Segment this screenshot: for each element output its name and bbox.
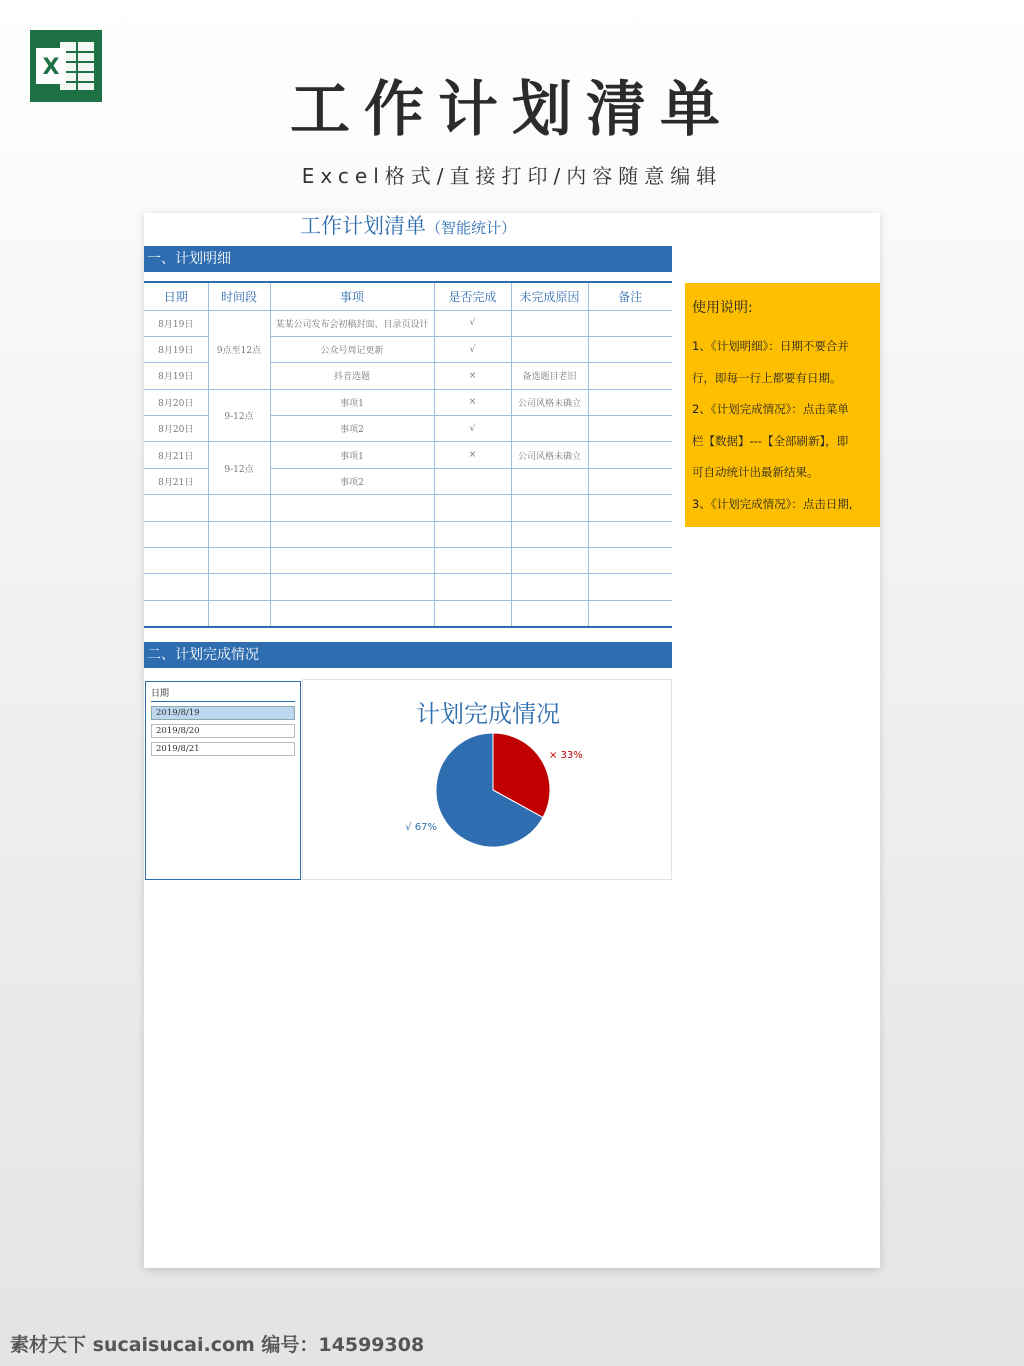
table-cell[interactable]: 事项2 xyxy=(270,468,434,494)
notes-line: 可自动统计出最新结果。 xyxy=(692,465,819,479)
column-header: 日期 xyxy=(144,282,208,310)
plan-table xyxy=(144,281,672,628)
table-cell[interactable] xyxy=(588,310,672,336)
table-cell[interactable]: 事项2 xyxy=(270,416,434,442)
table-cell[interactable] xyxy=(208,495,270,521)
table-row xyxy=(144,548,672,574)
notes-line: 行，即每一行上都要有日期。 xyxy=(692,370,842,385)
table-cell[interactable] xyxy=(270,495,434,521)
sheet-title-suffix: （智能统计） xyxy=(425,219,516,237)
table-row xyxy=(144,389,672,415)
table-cell[interactable] xyxy=(511,600,588,626)
page-title: 工作计划清单 xyxy=(290,75,734,145)
table-cell[interactable]: 8月19日 xyxy=(144,336,208,362)
table-cell[interactable] xyxy=(511,521,588,547)
table-row xyxy=(144,600,672,626)
table-cell[interactable]: 事项1 xyxy=(270,389,434,415)
notes-line: 3、《计划完成情况》：点击日期, xyxy=(692,496,853,511)
table-cell[interactable]: √ xyxy=(434,310,511,336)
table-cell[interactable] xyxy=(144,600,208,626)
watermark-text: 素材天下 sucaisucai.com 编号：14599308 xyxy=(10,1334,425,1356)
slicer-item[interactable]: 2019/8/21 xyxy=(151,742,295,756)
sheet-title-text: 工作计划清单 xyxy=(299,214,426,238)
table-row xyxy=(144,574,672,600)
table-cell[interactable]: × xyxy=(434,442,511,468)
table-cell[interactable]: 9点至12点 xyxy=(208,310,270,389)
notes-title: 使用说明: xyxy=(692,300,753,316)
pie-data-label: × 33% xyxy=(549,750,583,761)
date-slicer[interactable] xyxy=(145,681,301,880)
table-cell[interactable] xyxy=(270,574,434,600)
table-cell[interactable] xyxy=(588,442,672,468)
slicer-header: 日期 xyxy=(151,686,295,702)
svg-text:X: X xyxy=(42,55,60,80)
table-cell[interactable]: 公众号周记更新 xyxy=(270,336,434,362)
completion-chart xyxy=(302,679,672,880)
table-row xyxy=(144,442,672,468)
table-cell[interactable] xyxy=(588,548,672,574)
slicer-item[interactable]: 2019/8/20 xyxy=(151,724,295,738)
table-cell[interactable] xyxy=(208,548,270,574)
table-cell[interactable] xyxy=(144,574,208,600)
table-cell[interactable]: √ xyxy=(434,336,511,362)
usage-notes xyxy=(685,283,880,527)
column-header: 时间段 xyxy=(208,282,270,310)
chart-title: 计划完成情况 xyxy=(416,700,560,728)
table-cell[interactable] xyxy=(588,521,672,547)
column-header: 事项 xyxy=(270,282,434,310)
table-cell[interactable] xyxy=(434,548,511,574)
notes-line: 2、《计划完成情况》：点击菜单 xyxy=(692,402,849,416)
table-cell[interactable] xyxy=(144,521,208,547)
table-cell[interactable]: 8月20日 xyxy=(144,416,208,442)
table-cell[interactable] xyxy=(208,574,270,600)
sheet-title xyxy=(144,213,672,241)
table-cell[interactable]: 公司风格未确立 xyxy=(511,442,588,468)
table-cell[interactable]: 备选题目老旧 xyxy=(511,363,588,389)
table-cell[interactable]: 事项1 xyxy=(270,442,434,468)
table-cell[interactable] xyxy=(270,521,434,547)
table-cell[interactable]: 抖音选题 xyxy=(270,363,434,389)
table-cell[interactable]: 8月21日 xyxy=(144,468,208,494)
table-row xyxy=(144,521,672,547)
table-cell[interactable] xyxy=(588,389,672,415)
table-cell[interactable] xyxy=(588,574,672,600)
column-header: 是否完成 xyxy=(434,282,511,310)
table-cell[interactable] xyxy=(144,495,208,521)
table-cell[interactable] xyxy=(434,495,511,521)
table-cell[interactable] xyxy=(588,416,672,442)
table-cell[interactable] xyxy=(588,336,672,362)
table-cell[interactable] xyxy=(511,468,588,494)
table-cell[interactable] xyxy=(511,310,588,336)
table-cell[interactable] xyxy=(208,600,270,626)
table-cell[interactable] xyxy=(588,495,672,521)
section-plan-completion: 二、计划完成情况 xyxy=(144,642,672,668)
pie-data-label: √ 67% xyxy=(405,822,437,833)
table-cell[interactable]: × xyxy=(434,363,511,389)
table-cell[interactable] xyxy=(511,416,588,442)
table-row xyxy=(144,310,672,336)
table-cell[interactable] xyxy=(208,521,270,547)
slicer-item[interactable]: 2019/8/19 xyxy=(151,706,295,720)
table-cell[interactable] xyxy=(588,363,672,389)
table-cell[interactable] xyxy=(511,548,588,574)
table-cell[interactable] xyxy=(588,600,672,626)
table-cell[interactable] xyxy=(511,495,588,521)
table-cell[interactable]: 8月19日 xyxy=(144,363,208,389)
table-cell[interactable]: 8月19日 xyxy=(144,310,208,336)
table-cell[interactable]: 8月21日 xyxy=(144,442,208,468)
table-cell[interactable] xyxy=(434,574,511,600)
page-subtitle: Excel格式/直接打印/内容随意编辑 xyxy=(301,164,723,188)
table-cell[interactable] xyxy=(144,548,208,574)
table-cell[interactable] xyxy=(434,600,511,626)
table-cell[interactable] xyxy=(588,468,672,494)
table-cell[interactable]: 公司风格未确立 xyxy=(511,389,588,415)
table-cell[interactable]: √ xyxy=(434,416,511,442)
column-header: 未完成原因 xyxy=(511,282,588,310)
notes-line: 栏【数据】---【全部刷新】，即 xyxy=(692,433,849,448)
notes-line: 1、《计划明细》：日期不要合并 xyxy=(692,339,849,353)
table-cell[interactable]: 9-12点 xyxy=(208,442,270,495)
table-cell[interactable]: 9-12点 xyxy=(208,389,270,442)
table-cell[interactable]: 某某公司发布会初稿封面、目录页设计 xyxy=(270,310,434,336)
table-row xyxy=(144,495,672,521)
table-cell[interactable] xyxy=(434,468,511,494)
section-plan-detail: 一、计划明细 xyxy=(144,246,672,272)
table-cell[interactable]: 8月20日 xyxy=(144,389,208,415)
table-cell[interactable] xyxy=(270,600,434,626)
sheet-preview xyxy=(144,213,880,1268)
column-header: 备注 xyxy=(588,282,672,310)
table-cell[interactable] xyxy=(434,521,511,547)
table-cell[interactable] xyxy=(270,548,434,574)
table-cell[interactable]: × xyxy=(434,389,511,415)
table-cell[interactable] xyxy=(511,574,588,600)
table-cell[interactable] xyxy=(511,336,588,362)
pie-chart xyxy=(303,680,673,881)
